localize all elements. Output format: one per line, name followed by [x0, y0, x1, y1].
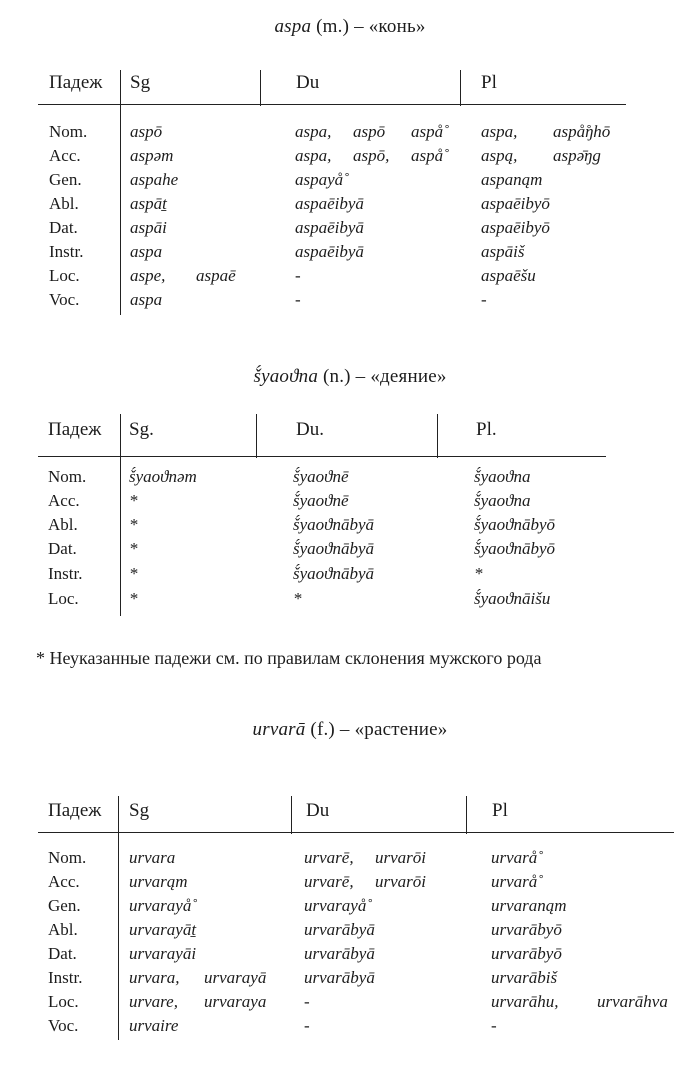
- case-label: Nom.: [48, 467, 87, 486]
- table-2-title: [0, 366, 700, 388]
- table-3-header-case: Падеж: [48, 800, 102, 821]
- table-3-gender: (f.): [310, 719, 335, 740]
- form-sg: urvarąm: [129, 872, 188, 891]
- form-sg: aspō: [130, 122, 163, 141]
- form-pl: urvarābyō: [491, 920, 562, 939]
- table-2-header-pl: Pl.: [476, 419, 497, 440]
- form-du: š́yaoϑnābyā: [293, 564, 375, 583]
- case-label: Instr.: [49, 242, 84, 261]
- form-pl: urvarå̊: [491, 848, 538, 867]
- case-label: Loc.: [48, 992, 79, 1011]
- form-sg: *: [129, 491, 138, 510]
- form-pl: urvaranąm: [491, 896, 567, 915]
- footnote: * Неуказанные падежи см. по правилам склонения мужского рода: [36, 648, 542, 668]
- table-row: Nom. urvara urvarē, urvarōi urvarå̊: [48, 848, 538, 867]
- table-row: Acc. urvarąm urvarē, urvarōi urvarå̊: [48, 872, 538, 891]
- form-sg: urvaire: [129, 1016, 179, 1035]
- form-pl: aspanąm: [481, 170, 543, 189]
- form-sg: urvarayāṯ: [129, 920, 197, 939]
- table-row: [0, 589, 700, 613]
- case-label: Dat.: [48, 539, 77, 558]
- table-row: [0, 920, 700, 944]
- form-du: urvarābyā: [304, 920, 375, 939]
- table-1-divider-du: [260, 70, 261, 106]
- table-row: [0, 218, 700, 242]
- case-label: Abl.: [48, 920, 78, 939]
- form-sg: aspahe: [130, 170, 179, 189]
- table-3-divider-pl: [466, 796, 467, 834]
- table-row: Loc. urvare, urvaraya - urvarāhu, urvarāhva: [48, 992, 668, 1011]
- table-2-header-sg: Sg.: [129, 419, 154, 440]
- table-row: [0, 944, 700, 968]
- case-label: Gen.: [48, 896, 81, 915]
- table-3-header-du: Du: [306, 800, 330, 821]
- case-label: Loc.: [48, 589, 79, 608]
- table-1-header-sg: Sg: [130, 72, 151, 93]
- form-du: aspaēibyā: [295, 242, 364, 261]
- form-du: -: [295, 266, 301, 285]
- case-label: Acc.: [49, 146, 81, 165]
- table-3-lemma: urvarā: [252, 719, 306, 740]
- form-pl: š́yaoϑnāišu: [474, 589, 551, 608]
- table-1-divider-pl: [460, 70, 461, 106]
- table-row: [0, 467, 700, 491]
- form-du: urvarābyā: [304, 968, 375, 987]
- table-2-header-rule: [38, 456, 606, 457]
- table-1-lemma: aspa: [274, 16, 312, 37]
- form-du: aspaēibyā: [295, 194, 364, 213]
- form-du: š́yaoϑnē: [293, 491, 349, 510]
- case-label: Voc.: [49, 290, 80, 309]
- table-2-header-case: Падеж: [48, 419, 102, 440]
- table-2-gloss: «деяние»: [370, 366, 447, 387]
- table-2-divider-du: [256, 414, 257, 458]
- table-3-title: [0, 719, 700, 741]
- form-pl: urvarābiš: [491, 968, 558, 987]
- table-3-header-pl: Pl: [492, 800, 508, 821]
- case-label: Abl.: [48, 515, 78, 534]
- form-pl: aspaēibyō: [481, 194, 550, 213]
- table-row: Acc. aspəm aspa, aspō, aspå̊ aspą, aspə̄ŋg: [49, 146, 601, 165]
- form-pl: -: [481, 290, 487, 309]
- table-3-header-rule: [38, 832, 674, 833]
- form-pl: *: [474, 564, 483, 583]
- table-1-header-pl: Pl: [481, 72, 497, 93]
- form-pl: š́yaoϑnābyō: [474, 515, 556, 534]
- table-1-header-rule: [38, 104, 626, 105]
- table-1-header-du: Du: [296, 72, 320, 93]
- table-1-header-case: Падеж: [49, 72, 103, 93]
- table-3-gloss: «растение»: [354, 719, 448, 740]
- case-label: Dat.: [48, 944, 77, 963]
- form-sg: urvarayāi: [129, 944, 197, 963]
- form-sg: *: [129, 539, 138, 558]
- table-row: [0, 1016, 700, 1040]
- table-2-lemma: š́yaoϑna: [253, 366, 319, 387]
- table-row: [0, 564, 700, 588]
- form-du: -: [304, 1016, 310, 1035]
- table-row: Loc. aspe, aspaē - aspaēšu: [49, 266, 536, 285]
- form-pl: urvarābyō: [491, 944, 562, 963]
- case-label: Voc.: [48, 1016, 79, 1035]
- form-sg: aspāi: [130, 218, 167, 237]
- form-du: š́yaoϑnābyā: [293, 539, 375, 558]
- table-row: [0, 539, 700, 563]
- case-label: Acc.: [48, 872, 80, 891]
- case-label: Nom.: [49, 122, 88, 141]
- form-du: -: [304, 992, 310, 1011]
- table-row: [0, 491, 700, 515]
- form-du: aspaēibyā: [295, 218, 364, 237]
- form-du: urvarābyā: [304, 944, 375, 963]
- form-du: *: [293, 589, 302, 608]
- form-pl: š́yaoϑna: [474, 491, 531, 510]
- table-row: Nom. aspō aspa, aspō aspå̊ aspa, aspå̊ŋhō: [49, 122, 611, 141]
- case-label: Nom.: [48, 848, 87, 867]
- form-sg: aspəm: [130, 146, 174, 165]
- form-sg: aspa: [130, 290, 163, 309]
- form-sg: urvarayå̊: [129, 896, 192, 915]
- form-du: aspayå̊: [295, 170, 344, 189]
- table-2-gender: (n.): [322, 366, 351, 387]
- table-row: [0, 194, 700, 218]
- case-label: Loc.: [49, 266, 80, 285]
- case-label: Instr.: [48, 564, 83, 583]
- table-1-title: [0, 16, 700, 38]
- form-pl: urvarå̊: [491, 872, 538, 891]
- form-sg: aspāṯ: [130, 194, 167, 213]
- form-sg: aspa: [130, 242, 163, 261]
- form-pl: -: [491, 1016, 497, 1035]
- form-sg: *: [129, 564, 138, 583]
- table-3-header-sg: Sg: [129, 800, 150, 821]
- form-pl: š́yaoϑna: [474, 467, 531, 486]
- case-label: Acc.: [48, 491, 80, 510]
- form-pl: aspaēibyō: [481, 218, 550, 237]
- table-row: [0, 515, 700, 539]
- form-du: -: [295, 290, 301, 309]
- form-pl: aspāiš: [481, 242, 525, 261]
- form-du: š́yaoϑnābyā: [293, 515, 375, 534]
- table-row: [0, 290, 700, 314]
- table-1-gender: (m.): [316, 16, 350, 37]
- table-row: [0, 242, 700, 266]
- table-1-gloss: «конь»: [368, 16, 426, 37]
- table-3-dash: –: [339, 719, 350, 740]
- table-1-dash: –: [354, 16, 364, 37]
- case-label: Instr.: [48, 968, 83, 987]
- form-sg: urvara: [129, 848, 176, 867]
- table-2-divider-pl: [437, 414, 438, 458]
- form-sg: *: [129, 589, 138, 608]
- table-row: [0, 170, 700, 194]
- form-sg: *: [129, 515, 138, 534]
- form-pl: aspaēšu: [481, 266, 536, 285]
- form-du: urvarayå̊: [304, 896, 367, 915]
- table-3-divider-du: [291, 796, 292, 834]
- form-du: š́yaoϑnē: [293, 467, 349, 486]
- case-label: Dat.: [49, 218, 78, 237]
- form-pl: š́yaoϑnābyō: [474, 539, 556, 558]
- table-2-dash: –: [355, 366, 366, 387]
- case-label: Gen.: [49, 170, 82, 189]
- table-row: Instr. urvara, urvarayā urvarābyā urvarābiš: [48, 968, 558, 987]
- form-sg: š́yaoϑnəm: [129, 467, 197, 486]
- table-2-header-du: Du.: [296, 419, 324, 440]
- case-label: Abl.: [49, 194, 79, 213]
- table-row: [0, 896, 700, 920]
